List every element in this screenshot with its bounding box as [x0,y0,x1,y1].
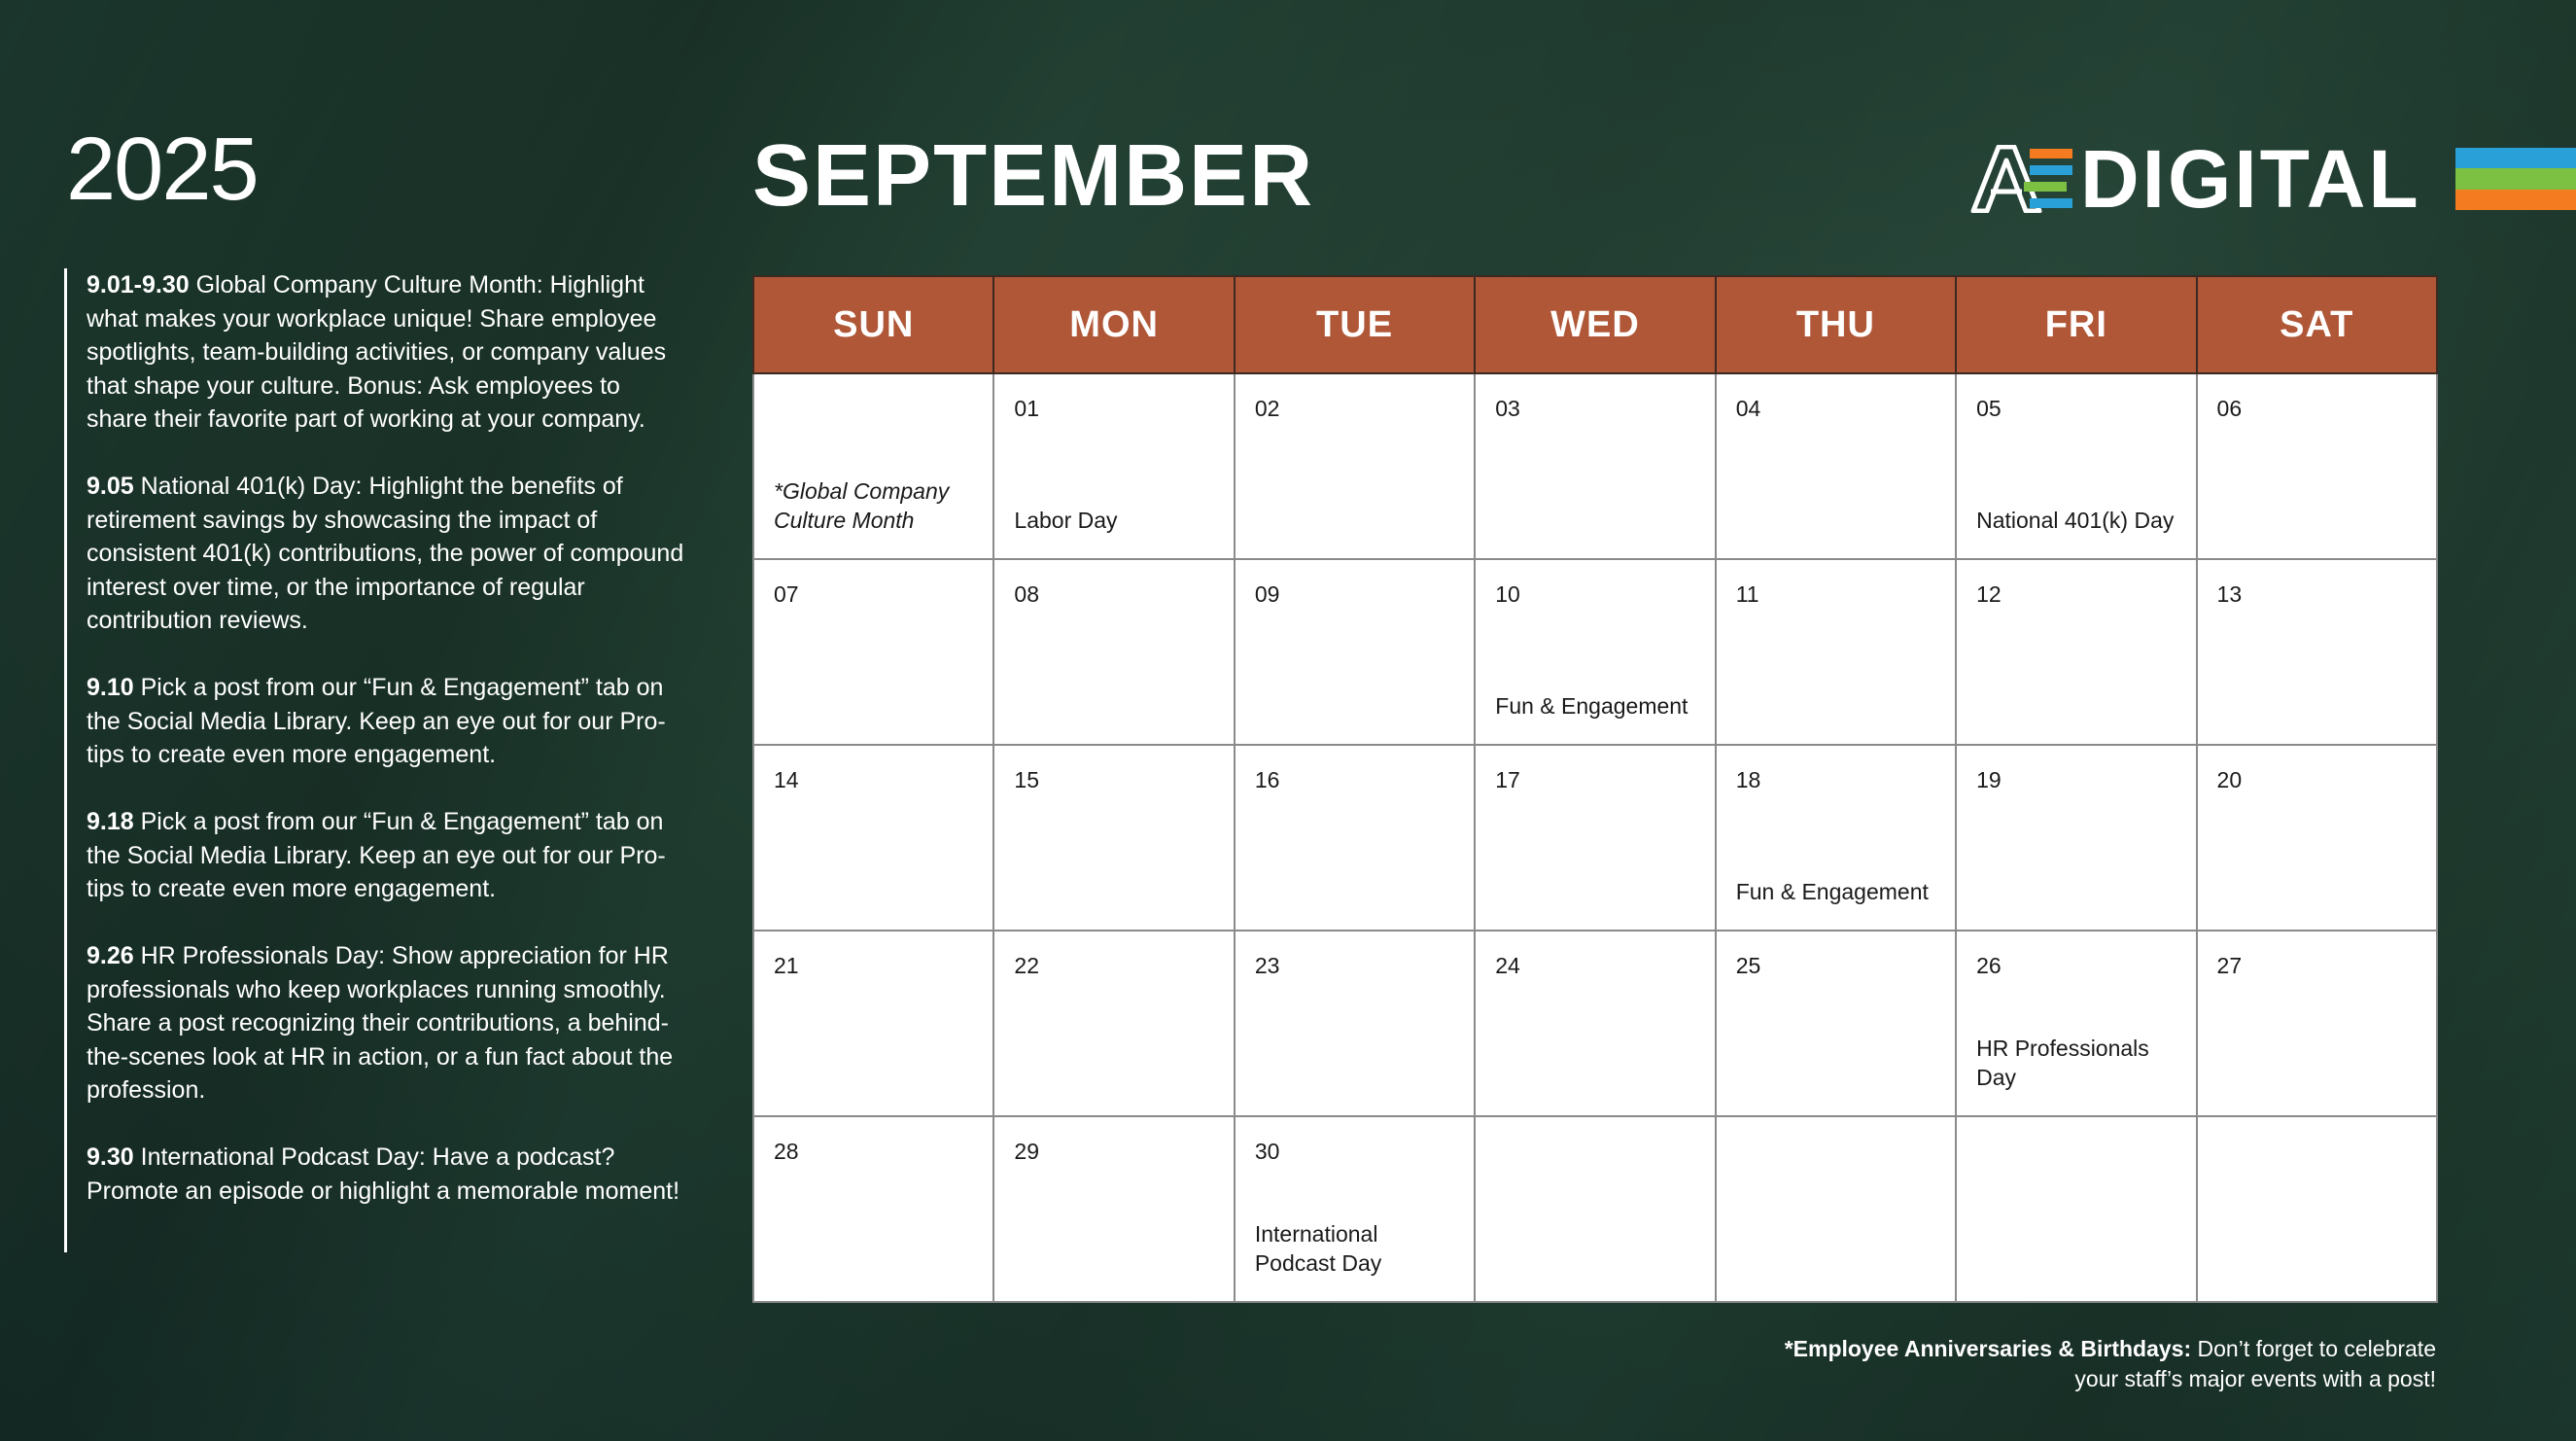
calendar-day-cell[interactable] [1956,373,2196,559]
calendar-day-cell[interactable] [2197,373,2437,559]
day-event: National 401(k) Day [1976,508,2175,533]
note-item [87,939,686,1107]
calendar-day-cell[interactable] [1956,931,2196,1116]
day-number: 23 [1254,953,1280,978]
day-number: 10 [1495,581,1520,607]
note-date: 9.18 [87,808,134,835]
note-date: 9.05 [87,473,134,500]
calendar-day-cell[interactable] [753,931,993,1116]
note-text: National 401(k) Day: Highlight the benefits of retirement savings by showcasing the impact of consistent 401(k) contributions, the power of compound interest over time, or the importance of regular contribution reviews. [87,473,684,634]
day-number: 13 [2216,581,2243,607]
logo-stripes [2455,148,2576,210]
stripe-blue [2455,148,2576,168]
day-number: 04 [1735,396,1761,421]
day-event: International Podcast Day [1254,1221,1382,1276]
calendar-day-cell[interactable] [993,1116,1234,1302]
calendar-day-cell[interactable] [993,745,1234,931]
day-event: *Global Company Culture Month [774,478,950,533]
footer-text: Don’t forget to celebrate your staff’s major events with a post! [2074,1336,2436,1391]
note-date: 9.10 [87,674,134,701]
day-event: Fun & Engagement [1495,693,1688,719]
month-heading: SEPTEMBER [752,127,1315,225]
calendar-day-cell[interactable] [753,559,993,745]
calendar-day-cell[interactable] [1475,745,1715,931]
note-date: 9.30 [87,1143,134,1171]
calendar-day-cell[interactable] [1716,373,1956,559]
day-number: 24 [1495,953,1520,978]
calendar-day-cell[interactable] [1235,559,1475,745]
weekday-wed: WED [1475,276,1715,373]
stripe-orange [2455,190,2576,210]
note-item [87,268,686,437]
day-number: 22 [1014,953,1040,978]
year-heading: 2025 [66,120,258,219]
calendar-week-row [753,559,2437,745]
day-number: 30 [1254,1139,1280,1164]
calendar-day-cell[interactable] [1235,745,1475,931]
day-event: Labor Day [1014,508,1118,533]
calendar-day-cell[interactable] [1235,931,1475,1116]
calendar-day-cell[interactable] [1235,1116,1475,1302]
notes-sidebar [64,268,686,1252]
logo-text: DIGITAL [2080,133,2421,225]
weekday-mon: MON [993,276,1234,373]
note-text: Global Company Culture Month: Highlight what makes your workplace unique! Share employee spotlights, team-building activities, or company values that shape your culture. Bonus: Ask employees to share their favorite part of working at your company. [87,271,667,433]
calendar-day-cell[interactable] [1956,745,2196,931]
calendar-day-cell[interactable] [1956,1116,2196,1302]
calendar-day-cell[interactable] [753,745,993,931]
day-number: 21 [774,953,799,978]
calendar-day-cell[interactable] [1475,1116,1715,1302]
calendar-day-cell[interactable] [993,559,1234,745]
calendar-day-cell[interactable] [2197,1116,2437,1302]
footer-note [1756,1334,2436,1394]
day-number: 11 [1735,581,1759,607]
calendar-week-row [753,373,2437,559]
ae-logo-icon [1969,145,2078,213]
calendar-week-row [753,931,2437,1116]
calendar-day-cell[interactable] [2197,745,2437,931]
note-date: 9.26 [87,942,134,969]
calendar-day-cell[interactable] [753,1116,993,1302]
note-item [87,671,686,772]
calendar-day-cell[interactable] [1716,559,1956,745]
note-item [87,470,686,638]
calendar-day-cell[interactable] [2197,559,2437,745]
day-number: 26 [1976,953,2002,978]
note-text: Pick a post from our “Fun & Engagement” tab on the Social Media Library. Keep an eye out for our Pro-tips to create even more engagement. [87,808,666,902]
day-number: 27 [2216,953,2243,978]
calendar-day-cell[interactable] [1716,1116,1956,1302]
weekday-sat: SAT [2197,276,2437,373]
calendar-day-cell[interactable] [1475,931,1715,1116]
calendar-day-cell[interactable] [1716,745,1956,931]
day-number: 02 [1254,396,1280,421]
day-number: 08 [1014,581,1040,607]
day-event: Fun & Engagement [1735,879,1929,904]
note-text: International Podcast Day: Have a podcast? Promote an episode or highlight a memorable moment! [87,1143,680,1205]
calendar-week-row [753,745,2437,931]
calendar-day-cell[interactable] [993,931,1234,1116]
calendar-day-cell[interactable] [1716,931,1956,1116]
note-item [87,805,686,906]
calendar-day-cell[interactable] [1235,373,1475,559]
day-event: HR Professionals Day [1976,1036,2149,1090]
weekday-tue: TUE [1235,276,1475,373]
day-number: 18 [1735,767,1761,792]
note-item [87,1141,686,1208]
calendar-day-cell[interactable] [1475,373,1715,559]
day-number: 17 [1495,767,1520,792]
calendar-grid [752,275,2438,1303]
day-number: 29 [1014,1139,1040,1164]
day-number: 19 [1976,767,2002,792]
day-number: 05 [1976,396,2002,421]
day-number: 15 [1014,767,1040,792]
brand-logo [1969,133,2421,225]
day-number: 06 [2216,396,2243,421]
calendar-day-cell[interactable] [993,373,1234,559]
day-number: 07 [774,581,799,607]
footer-bold: *Employee Anniversaries & Birthdays: [1784,1336,2192,1361]
note-date: 9.01-9.30 [87,271,190,299]
stripe-green [2455,168,2576,189]
weekday-thu: THU [1716,276,1956,373]
day-number: 28 [774,1139,799,1164]
note-text: Pick a post from our “Fun & Engagement” tab on the Social Media Library. Keep an eye out for our Pro-tips to create even more engagement. [87,674,666,768]
day-number: 12 [1976,581,2002,607]
day-number: 14 [774,767,799,792]
calendar-day-cell[interactable] [2197,931,2437,1116]
day-number: 09 [1254,581,1280,607]
calendar-day-cell[interactable] [753,373,993,559]
note-text: HR Professionals Day: Show appreciation for HR professionals who keep workplaces running smoothly. Share a post recognizing their contributions, a behind-the-scenes look at HR in action, or a fun fact about the profession. [87,942,674,1104]
calendar-day-cell[interactable] [1475,559,1715,745]
weekday-fri: FRI [1956,276,2196,373]
calendar-week-row [753,1116,2437,1302]
weekday-header-row [753,276,2437,373]
weekday-sun: SUN [753,276,993,373]
day-number: 16 [1254,767,1280,792]
day-number: 03 [1495,396,1520,421]
day-number: 20 [2216,767,2243,792]
day-number: 25 [1735,953,1761,978]
calendar-day-cell[interactable] [1956,559,2196,745]
day-number: 01 [1014,396,1040,421]
